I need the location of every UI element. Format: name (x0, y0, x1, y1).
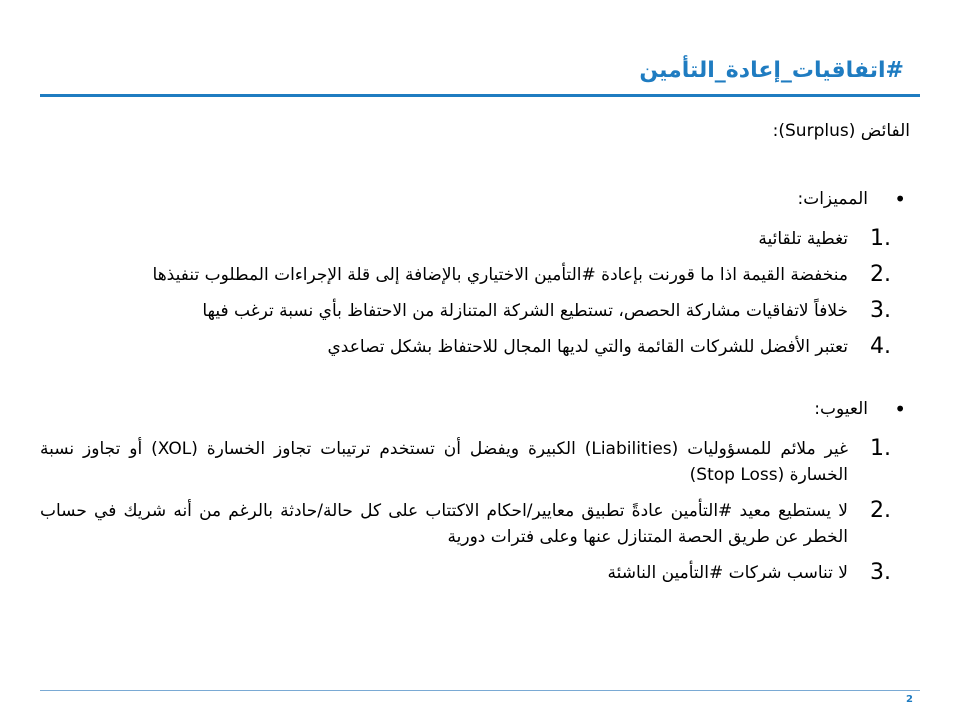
item-number: .2 (870, 498, 891, 523)
page-number: 2 (906, 694, 913, 705)
item-number: .1 (870, 226, 891, 251)
item-number: .4 (870, 334, 891, 359)
advantage-item (40, 262, 920, 288)
item-text: تغطية تلقائية (758, 229, 848, 249)
section-spacer (40, 370, 920, 396)
item-text: تعتبر الأفضل للشركات القائمة والتي لديها المجال للاحتفاظ بشكل تصاعدي (327, 337, 848, 357)
advantage-item (40, 298, 920, 324)
disadvantage-item (40, 498, 920, 550)
disadvantages-label: العيوب: (814, 399, 868, 419)
disadvantage-item (40, 560, 920, 586)
bullet-dot-icon: • (894, 397, 906, 421)
advantages-bullet (40, 186, 920, 212)
advantages-label: المميزات: (797, 189, 868, 209)
item-number: .1 (870, 436, 891, 461)
item-number: .2 (870, 262, 891, 287)
item-text: لا تناسب شركات #التأمين الناشئة (607, 563, 848, 583)
item-number: .3 (870, 560, 891, 585)
item-text: منخفضة القيمة اذا ما قورنت بإعادة #التأمين الاختياري بالإضافة إلى قلة الإجراءات المطلوب تنفيذها (152, 265, 848, 285)
bullet-dot-icon: • (894, 187, 906, 211)
advantage-item (40, 226, 920, 252)
disadvantage-item (40, 436, 920, 488)
item-number: .3 (870, 298, 891, 323)
section-heading: الفائض (Surplus): (772, 121, 910, 141)
slide-title: #اتفاقيات_إعادة_التأمين (639, 58, 904, 83)
item-text: خلافاً لاتفاقيات مشاركة الحصص، تستطيع الشركة المتنازلة من الاحتفاظ بأي نسبة ترغب فيها (202, 301, 848, 321)
slide-content (40, 118, 920, 596)
footer-divider (40, 690, 920, 691)
title-divider (40, 94, 920, 97)
item-text: غير ملائم للمسؤوليات (Liabilities) الكبيرة ويفضل أن تستخدم ترتيبات تجاوز الخسارة (XOL) أو تجاوز نسبة الخسارة (Stop Loss) (40, 439, 848, 485)
disadvantages-bullet (40, 396, 920, 422)
advantage-item (40, 334, 920, 360)
item-text: لا يستطيع معيد #التأمين عادةً تطبيق معايير/احكام الاكتتاب على كل حالة/حادثة بالرغم من أنه شريك في حساب الخطر عن طريق الحصة المتنازل عنها وعلى فترات دورية (40, 501, 848, 547)
